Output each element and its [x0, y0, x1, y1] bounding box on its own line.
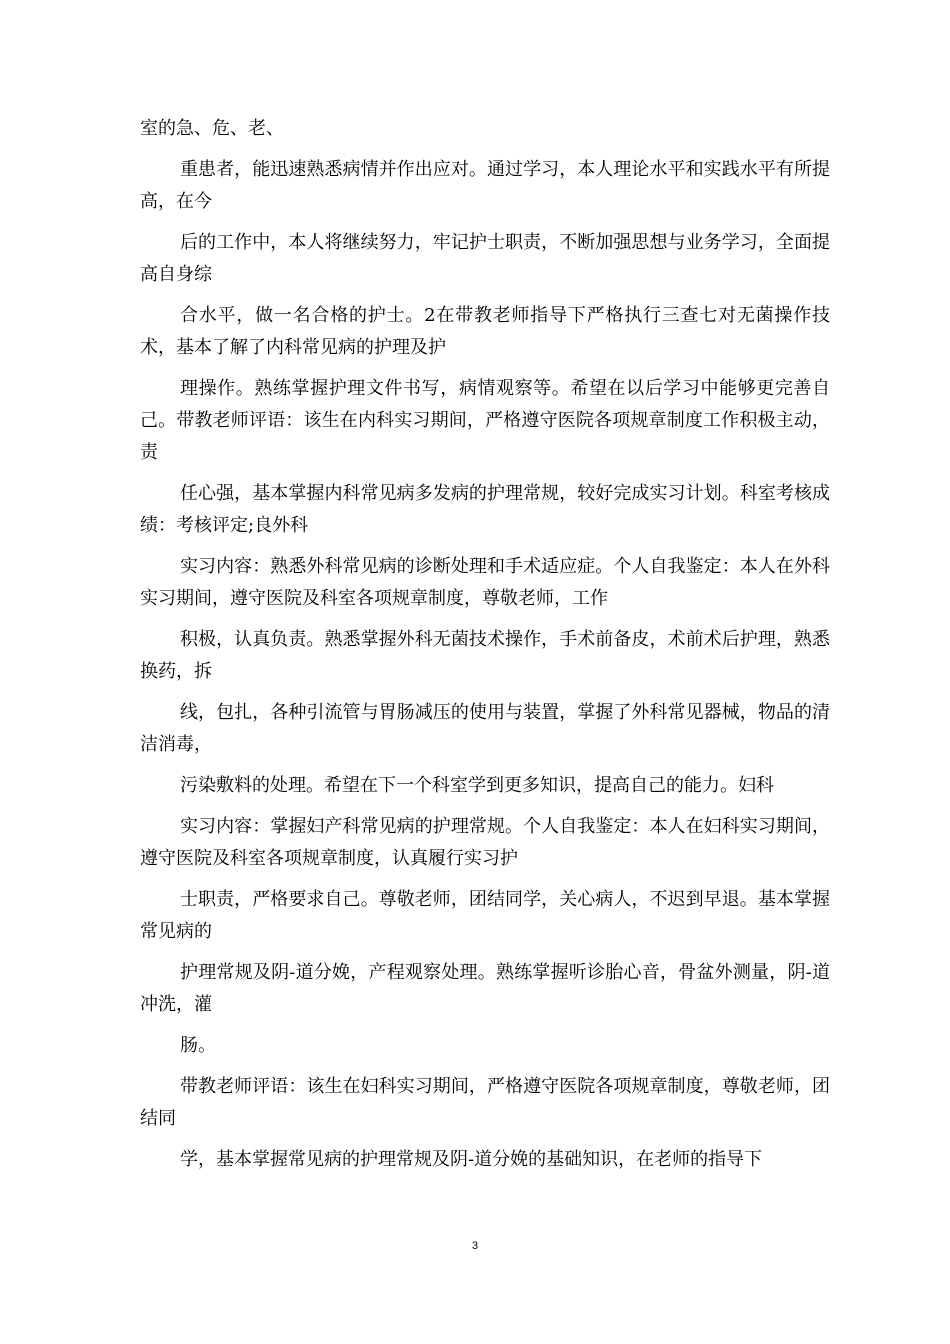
paragraph: 护理常规及阴-道分娩，产程观察处理。熟练掌握听诊胎心音，骨盆外测量，阴-道冲洗，灌: [140, 962, 830, 1015]
paragraph: 实习内容：掌握妇产科常见病的护理常规。个人自我鉴定：本人在妇科实习期间，遵守医院及科室各项规章制度，认真履行实习护: [140, 816, 830, 869]
paragraph: 任心强，基本掌握内科常见病多发病的护理常规，较好完成实习计划。科室考核成绩：考核评定;良外科: [140, 483, 830, 536]
paragraph: 污染敷料的处理。希望在下一个科室学到更多知识，提高自己的能力。妇科: [180, 775, 774, 796]
paragraph: 肠。: [180, 1035, 216, 1056]
paragraph: 带教老师评语：该生在妇科实习期间，严格遵守医院各项规章制度，尊敬老师，团结同: [140, 1076, 830, 1129]
paragraph: 合水平，做一名合格的护士。2在带教老师指导下严格执行三查七对无菌操作技术，基本了解了内科常见病的护理及护: [140, 305, 830, 358]
paragraph: 重患者，能迅速熟悉病情并作出应对。通过学习，本人理论水平和实践水平有所提高，在今: [140, 159, 830, 212]
paragraph: 线，包扎，各种引流管与胃肠减压的使用与装置，掌握了外科常见器械，物品的清洁消毒，: [140, 702, 830, 755]
paragraph: 学，基本掌握常见病的护理常规及阴-道分娩的基础知识，在老师的指导下: [180, 1149, 763, 1170]
paragraph: 积极，认真负责。熟悉掌握外科无菌技术操作，手术前备皮，术前术后护理，熟悉换药，拆: [140, 629, 830, 682]
page-number: 3: [471, 1240, 479, 1252]
paragraph: 室的急、危、老、: [140, 118, 284, 139]
paragraph: 后的工作中，本人将继续努力，牢记护士职责，不断加强思想与业务学习，全面提高自身综: [140, 232, 830, 285]
paragraph: 士职责，严格要求自己。尊敬老师，团结同学，关心病人，不迟到早退。基本掌握常见病的: [140, 889, 830, 942]
paragraph: 理操作。熟练掌握护理文件书写，病情观察等。希望在以后学习中能够更完善自己。带教老师评语：该生在内科实习期间，严格遵守医院各项规章制度工作积极主动，责: [140, 378, 830, 463]
paragraph: 实习内容：熟悉外科常见病的诊断处理和手术适应症。个人自我鉴定：本人在外科实习期间，遵守医院及科室各项规章制度，尊敬老师，工作: [140, 556, 830, 609]
document-body: [140, 113, 830, 1185]
